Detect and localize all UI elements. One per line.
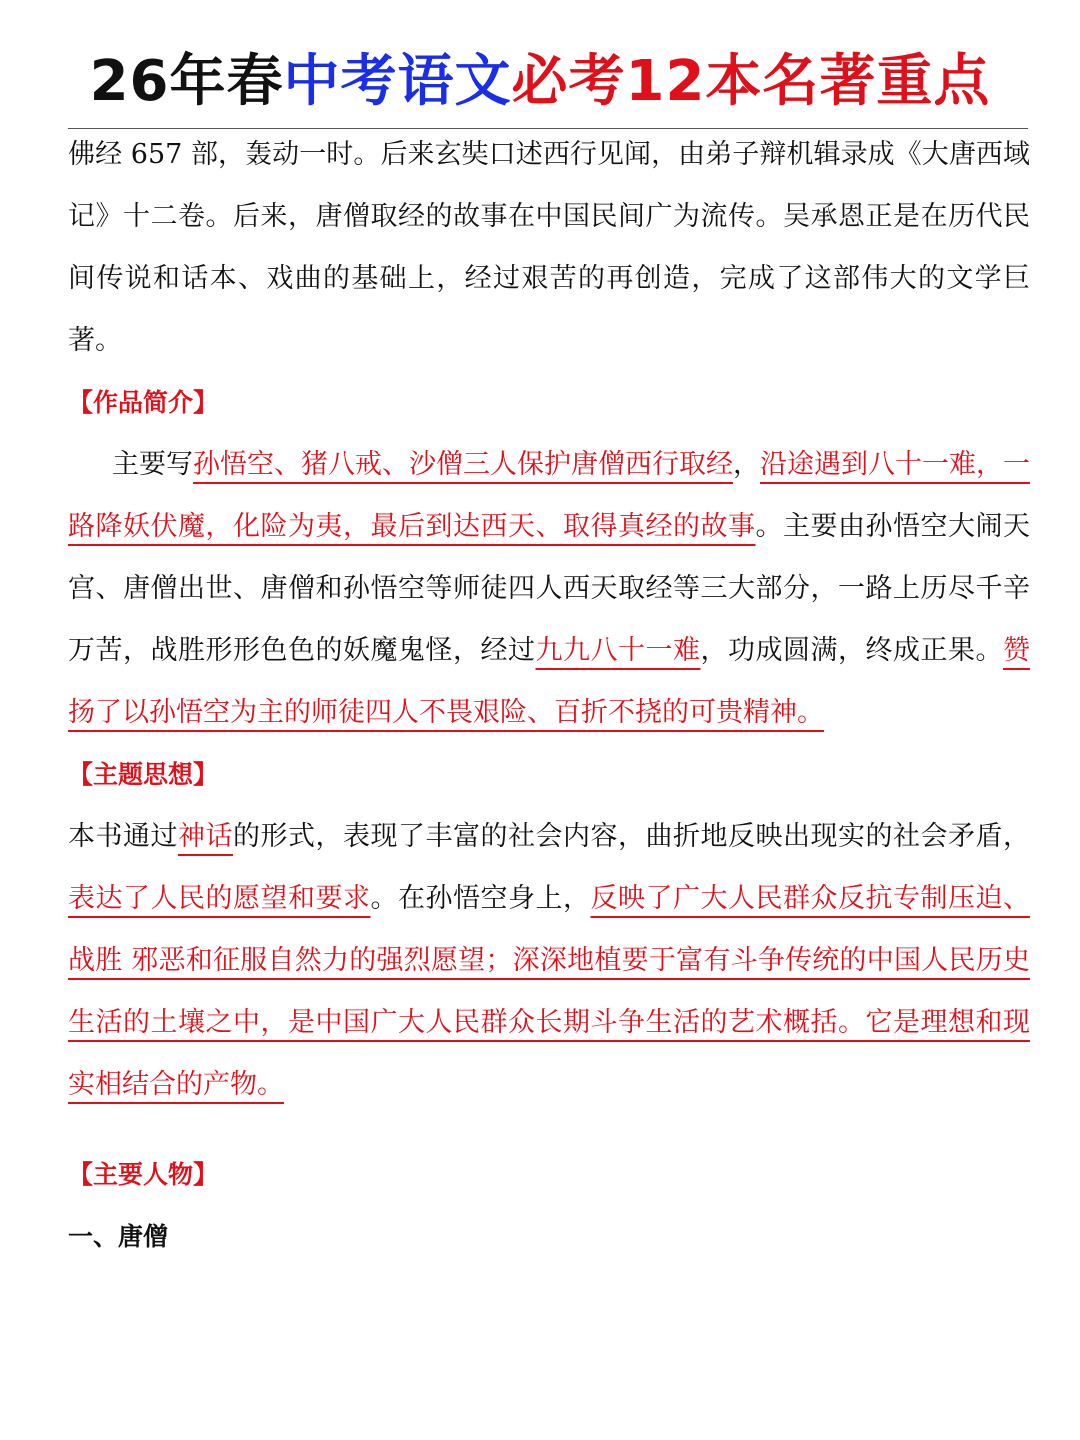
theme-text: 本书通过 [68,821,178,852]
title-part-subject: 中考语文 [283,49,512,114]
page-title [0,42,1080,122]
theme-highlight-wishes: 表达了人民的愿望和要求 [68,883,371,914]
theme-highlight-struggle: 反映了广大人民群众反抗专制压迫、战胜 邪恶和征服自然力的强烈愿望；深深地植要于富有斗争传统的中国人民历史生活的土壤之中，是中国广大人民群众长期斗争生活的艺术概括。它是理想和现实相结合的产物。 [68,883,1030,1100]
summary-text: ，功成圆满，终成正果。 [700,635,1003,666]
summary-text: ， [733,449,760,480]
summary-highlight-spirit: 赞扬了以孙悟空为主的师徒四人不畏艰险、百折不挠的可贵精神。 [68,635,1030,728]
character-heading-tangseng: 一、唐僧 [68,1222,169,1251]
section-spacer [68,1116,1030,1144]
summary-text: 主要写 [112,449,193,480]
title-part-year: 26年春 [89,49,284,114]
theme-text: 的形式，表现了丰富的社会内容，曲折地反映出现实的社会矛盾， [233,821,1030,852]
summary-highlight-journey: 沿途遇到八十一难，一路降妖伏魔，化险为夷，最后到达西天、取得真经的故事 [68,449,1030,542]
summary-highlight-81-trials: 九九八十一难 [535,635,701,666]
title-part-topic: 必考12本名著重点 [511,49,991,114]
summary-text: 。主要由孙悟空大闹天宫、唐僧出世、唐僧和孙悟空等师徒四人西天取经等三大部分，一路上历尽千辛万苦，战胜形形色色的妖魔鬼怪，经过 [68,511,1030,666]
intro-paragraph: 佛经 657 部，轰动一时。后来玄奘口述西行见闻，由弟子辩机辑录成《大唐西域记》十二卷。后来，唐僧取经的故事在中国民间广为流传。吴承恩正是在历代民间传说和话本、戏曲的基础上，经过艰苦的再创造，完成了这部伟大的文学巨著。 [68,139,1030,356]
document-body [68,124,1030,1268]
section-heading-summary: 【作品简介】 [68,388,219,417]
theme-text: 。在孙悟空身上， [370,883,591,914]
summary-paragraph [68,434,1030,744]
theme-paragraph [68,806,1030,1116]
section-heading-characters: 【主要人物】 [68,1160,219,1189]
summary-highlight-protagonists: 孙悟空、猪八戒、沙僧三人保护唐僧西行取经 [193,449,733,480]
theme-highlight-myth: 神话 [178,821,233,852]
section-heading-theme: 【主题思想】 [68,760,219,789]
